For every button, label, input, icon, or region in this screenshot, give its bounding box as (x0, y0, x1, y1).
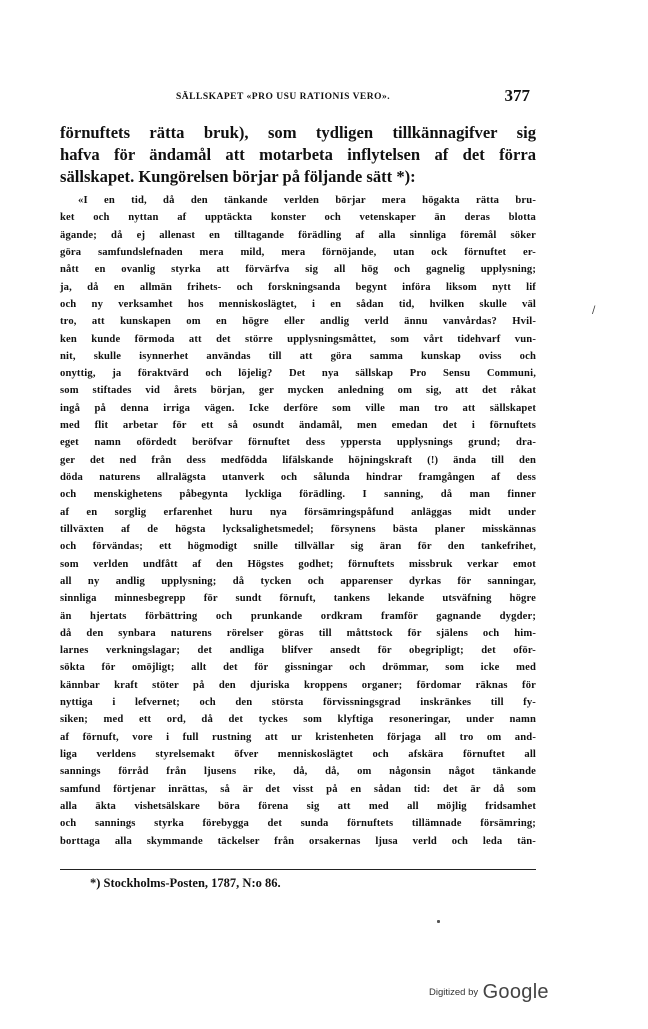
intro-line: hafva för ändamål att motarbeta inflytelsen af det förra (60, 145, 536, 164)
body-line: nit, skulle isynnerhet användas till att göra samma kunskap oviss och (60, 350, 536, 362)
body-line: all ny andlig upplysning; då tycken och apparenser dyrkas för sanningar, (60, 575, 536, 587)
body-line: som stiftades vid årets början, ger mycken anledning om sig, att det råkat (60, 385, 536, 397)
digitized-by-google-watermark (429, 981, 549, 1007)
page-number: 377 (504, 86, 530, 105)
body-line: ket och nyttan af upptäckta konster och vetenskaper än deras blotta (60, 212, 536, 224)
body-line: tro, att kunskapen om en högre eller andlig verld ännu vanvårdas? Hvil- (60, 316, 536, 328)
body-line: borttaga alla skymmande täckelser från orsakernas ljusa verld och leda tän- (60, 835, 536, 847)
body-line: liga verldens styrelsemakt öfver menniskoslägtet och afskära förnuftet all (60, 749, 536, 760)
digitized-prefix: Digitized by (429, 987, 479, 998)
body-line: «I en tid, då den tänkande verlden börjar mera högakta rätta bru- (78, 195, 536, 206)
page-header (60, 86, 530, 110)
quoted-announcement (60, 192, 536, 850)
body-line: sannings förråd från ljusens rike, då, då, om någonsin något tänkande (60, 766, 536, 778)
body-line: sökta för omöjligt; allt det för gissningar och drömmar, som icke med (60, 662, 536, 674)
body-line: med flit arbetar för ett så osundt ändamål, men emedan det i förnuftets (60, 420, 536, 432)
body-line: larnes verkningslagar; det andliga blifver ansedt för obegripligt; det oför- (60, 645, 536, 657)
body-line: ken kunde förmoda att det större upplysningsmåttet, som vårt tidehvarf vun- (60, 333, 536, 345)
margin-mark: / (592, 305, 596, 316)
body-line: döda naturens allralägsta utanverk och sålunda hindrar framgången af dess (60, 472, 536, 483)
scan-speck (437, 920, 440, 923)
body-line: ja, då en allmän frihets- och forskningsanda begynt införa liksom nytt lif (60, 281, 536, 293)
running-head: SÄLLSKAPET «PRO USU RATIONIS VERO». (176, 92, 391, 102)
body-line: siken; med ett ord, då det tyckes som klyftiga resoneringar, under namn (60, 714, 536, 726)
body-line: ägande; då ej allenast en tilltagande förädling af alla sinnliga föremål söker (60, 229, 536, 241)
body-line: och menskighetens påbegynta lyckliga förädling. I sanning, då man finner (60, 489, 536, 501)
body-line: alla äkta vishetsälskare böra förena sig att med all möjlig fridsamhet (60, 800, 536, 812)
intro-line: förnuftets rätta bruk), som tydligen tillkännagifver sig (60, 123, 536, 142)
body-line: sinnliga minnesbegrepp för sundt förnuft, tankens lekande utsväfning högre (60, 593, 536, 605)
body-line: göra samfundslefnaden mera mild, mera förnöjande, utan ock förnuftet er- (60, 246, 536, 258)
body-line: nått en ovanlig styrka att förvärfva sig all hög och gagnelig upplysning; (60, 264, 536, 276)
google-logo: Google (482, 981, 549, 1003)
body-line: samfund förtjenar inrättas, så är det visst på en sådan tid: det är då som (60, 783, 536, 795)
footnote: *) Stockholms-Posten, 1787, N:o 86. (90, 876, 281, 890)
body-line: af en sorglig erfarenhet huru nya försämringspåfund anläggas midt under (60, 506, 536, 518)
body-line: kännbar kraft stöter på den djuriska kroppens organer; fördomar räknas för (60, 679, 536, 691)
intro-paragraph (60, 122, 536, 188)
body-line: af förnuft, vore i full rustning att ur kristenheten förjaga all tro om and- (60, 731, 536, 743)
body-line: ingå på denna irriga vägen. Icke derföre som ville man tro att sällskapet (60, 402, 536, 414)
body-line: då den synbara naturens rörelser göras till måttstock för själens och him- (60, 627, 536, 639)
body-line: onyttig, ja föraktvärd och löjelig? Det nya sällskap Pro Sensu Communi, (60, 368, 536, 380)
body-line: nyttiga i lefvernet; och den största förvissningsgrad inskränkes till fy- (60, 697, 536, 709)
body-line: och sannings styrka förebygga det sunda förnuftets tillämnade försämring; (60, 818, 536, 830)
body-line: än hjertats förbättring och prunkande ordkram framför gagnande dygder; (60, 610, 536, 622)
body-line: och ny verksamhet hos menniskoslägtet, i en sådan tid, hvilken skulle väl (60, 298, 536, 310)
footnote-divider (60, 869, 536, 870)
body-line: och förvändas; ett högmodigt snille tillvällar sig äran för den tankefrihet, (60, 541, 536, 553)
body-line: ger det ned från dess medfödda lifälskande höjningskraft (!) ända till den (60, 454, 536, 466)
body-line: eget namn ofördedt beröfvar förnuftet dess yppersta upplysnings grund; dra- (60, 437, 536, 449)
intro-line: sällskapet. Kungörelsen börjar på följande sätt *): (60, 167, 416, 186)
body-line: tillväxten af de högsta lycksalighetsmedel; försynens bästa planer misskännas (60, 523, 536, 535)
body-line: som verlden undfått af den Högstes godhet; förnuftets missbruk verkar emot (60, 558, 536, 570)
